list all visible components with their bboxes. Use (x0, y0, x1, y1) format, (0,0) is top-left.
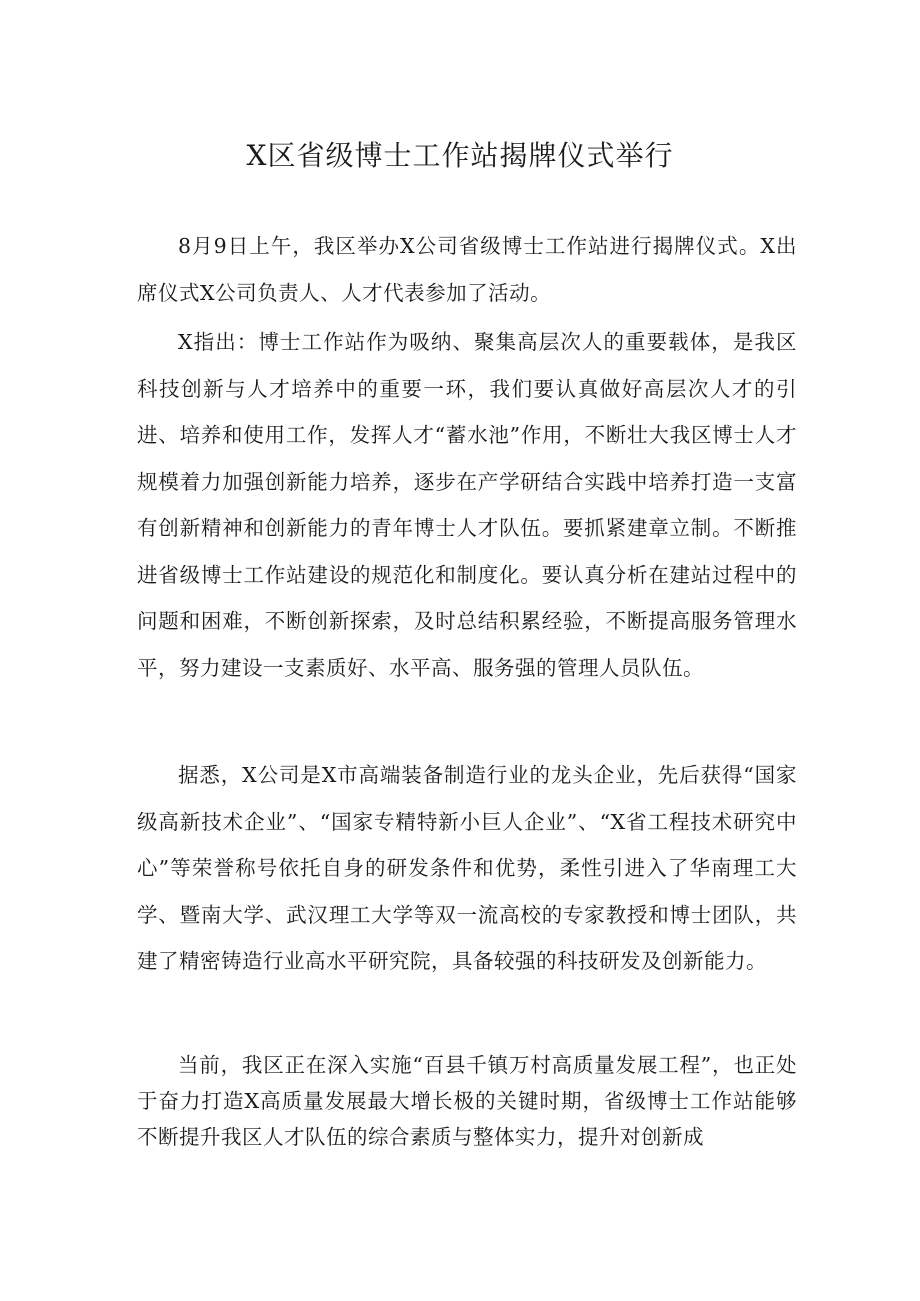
document-title: X区省级博士工作站揭牌仪式举行 (246, 139, 674, 172)
paragraph-1: 8月9日上午，我区举办X公司省级博士工作站进行揭牌仪式。X出席仪式X公司负责人、人才代表参加了活动。 (137, 234, 797, 305)
paragraph-2: X指出：博士工作站作为吸纳、聚集高层次人的重要载体，是我区科技创新与人才培养中的重要一环，我们要认真做好高层次人才的引进、培养和使用工作，发挥人才“蓄水池”作用，不断壮大我区博士人才规模着力加强创新能力培养，逐步在产学研结合实践中培养打造一支富有创新精神和创新能力的青年博士人才队伍。要抓紧建章立制。不断推进省级博士工作站建设的规范化和制度化。要认真分析在建站过程中的问题和困难，不断创新探索，及时总结积累经验，不断提高服务管理水平，努力建设一支素质好、水平高、服务强的管理人员队伍。 (137, 330, 797, 680)
paragraph-4: 当前，我区正在深入实施“百县千镇万村高质量发展工程”，也正处于奋力打造X高质量发展最大增长极的关键时期，省级博士工作站能够不断提升我区人才队伍的综合素质与整体实力，提升对创新成 (137, 1053, 797, 1149)
paragraph-3: 据悉，X公司是X市高端装备制造行业的龙头企业，先后获得“国家级高新技术企业”、“国家专精特新小巨人企业”、“X省工程技术研究中心”等荣誉称号依托自身的研发条件和优势，柔性引进入了华南理工大学、暨南大学、武汉理工大学等双一流高校的专家教授和博士团队，共建了精密铸造行业高水平研究院，具备较强的科技研发及创新能力。 (137, 763, 797, 973)
